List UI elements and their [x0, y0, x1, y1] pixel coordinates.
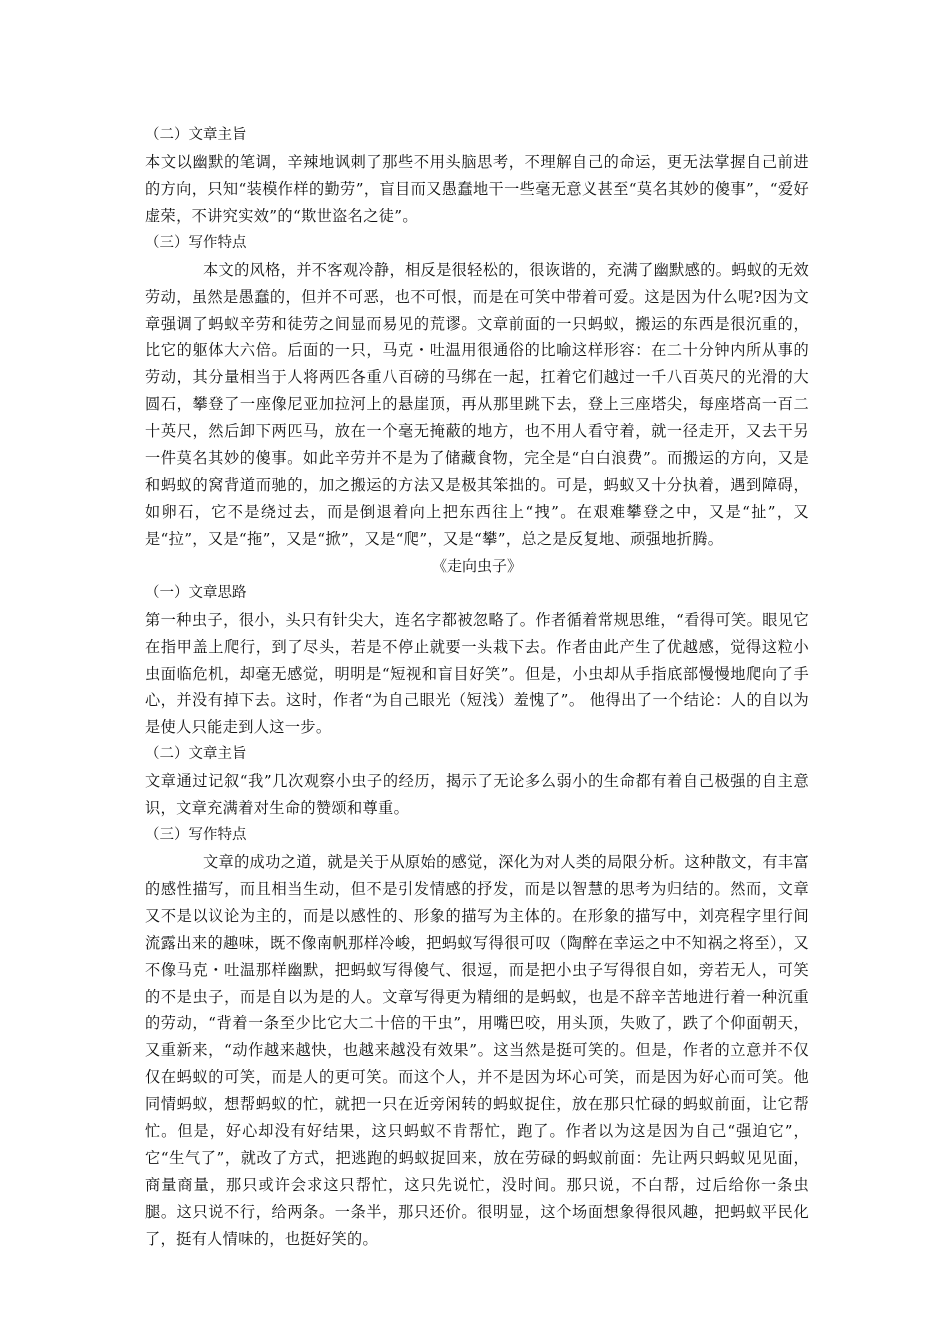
- section-heading-style-1: （三）写作特点: [145, 234, 247, 251]
- paragraph-theme-1: 本文以幽默的笔调，辛辣地讽刺了那些不用头脑思考，不理解自己的命运，更无法掌握自己前进的方向，只知“装模作样的勤劳”，盲目而又愚蠢地干一些毫无意义甚至“莫名其妙的傻事”，“爱好虚荣，不讲究实效”的“欺世盗名之徒”。: [145, 153, 809, 225]
- paragraph-style-2: 文章的成功之道，就是关于从原始的感觉，深化为对人类的局限分析。这种散文，有丰富的感性描写，而且相当生动，但不是引发情感的抒发，而是以智慧的思考为归结的。然而，文章又不是以议论为主的，而是以感性的、形象的描写为主体的。在形象的描写中，刘亮程字里行间流露出来的趣味，既不像南帆那样冷峻，把蚂蚁写得很可叹（陶醉在幸运之中不知祸之将至），又不像马克・吐温那样幽默，把蚂蚁写得傻气、很逗，而是把小虫子写得很自如，旁若无人，可笑的不是虫子，而是自以为是的人。文章写得更为精细的是蚂蚁，也是不辞辛苦地进行着一种沉重的劳动，“背着一条至少比它大二十倍的干虫”，用嘴巴咬，用头顶，失败了，跌了个仰面朝天，又重新来，“动作越来越快，也越来越没有效果”。这当然是挺可笑的。但是，作者的立意并不仅仅在蚂蚁的可笑，而是人的更可笑。而这个人，并不是因为坏心可笑，而是因为好心而可笑。他同情蚂蚁，想帮蚂蚁的忙，就把一只在近旁闲转的蚂蚁捉住，放在那只忙碌的蚂蚁前面，让它帮忙。但是，好心却没有好结果，这只蚂蚁不肯帮忙，跑了。作者以为这是因为自己“强迫它”，它“生气了”，就改了方式，把逃跑的蚂蚁捉回来，放在劳碌的蚂蚁前面：先让两只蚂蚁见见面，商量商量，那只或许会求这只帮忙，这只先说忙，没时间。那只说，不白帮，过后给你一条虫腿。这只说不行，给两条。一条半，那只还价。很明显，这个场面想象得很风趣，把蚂蚁平民化了，挺有人情味的，也挺好笑的。: [145, 853, 809, 1248]
- document-page: [145, 122, 809, 1253]
- section-heading-theme-1: （二）文章主旨: [145, 127, 247, 143]
- paragraph-idea-2: 第一种虫子，很小，头只有针尖大，连名字都被忽略了。作者循着常规思维，“看得可笑。眼见它在指甲盖上爬行，到了尽头，若是不停止就要一头栽下去。作者由此产生了优越感，觉得这粒小虫面临危机，却毫无感觉，明明是“短视和盲目好笑”。但是，小虫却从手指底部慢慢地爬向了手心，并没有掉下去。这时，作者“为自己眼光（短浅）羞愧了”。 他得出了一个结论：人的自以为是使人只能走到人这一步。: [145, 610, 809, 737]
- section-heading-style-2: （三）写作特点: [145, 827, 247, 844]
- section-heading-idea-2: （一）文章思路: [145, 584, 247, 601]
- section-heading-theme-2: （二）文章主旨: [145, 746, 247, 763]
- paragraph-theme-2: 文章通过记叙“我”几次观察小虫子的经历，揭示了无论多么弱小的生命都有着自己极强的自主意识，文章充满着对生命的赞颂和尊重。: [145, 772, 809, 818]
- article-title: 《走向虫子》: [431, 556, 522, 575]
- paragraph-style-1: 本文的风格，并不客观冷静，相反是很轻松的，很诙谐的，充满了幽默感的。蚂蚁的无效劳动，虽然是愚蠢的，但并不可恶，也不可恨，而是在可笑中带着可爱。这是因为什么呢?因为文章强调了蚂蚁辛劳和徒劳之间显而易见的荒谬。文章前面的一只蚂蚁，搬运的东西是很沉重的，比它的躯体大六倍。后面的一只，马克・吐温用很通俗的比喻这样形容：在二十分钟内所从事的劳动，其分量相当于人将两匹各重八百磅的马绑在一起，扛着它们越过一千八百英尺的光滑的大圆石，攀登了一座像尼亚加拉河上的悬崖顶，再从那里跳下去，登上三座塔尖，每座塔高一百二十英尺，然后卸下两匹马，放在一个毫无掩蔽的地方，也不用人看守着，就一径走开，又去干另一件莫名其妙的傻事。如此辛劳并不是为了储藏食物，完全是“白白浪费”。而搬运的方向，又是和蚂蚁的窝背道而驰的，加之搬运的方法又是极其笨拙的。可是，蚂蚁又十分执着，遇到障碍，如卵石，它不是绕过去，而是倒退着向上把东西往上“拽”。在艰难攀登之中，又是“扯”，又是“拉”，又是“拖”，又是“掀”，又是“爬”，又是“攀”，总之是反复地、顽强地折腾。: [145, 260, 809, 548]
